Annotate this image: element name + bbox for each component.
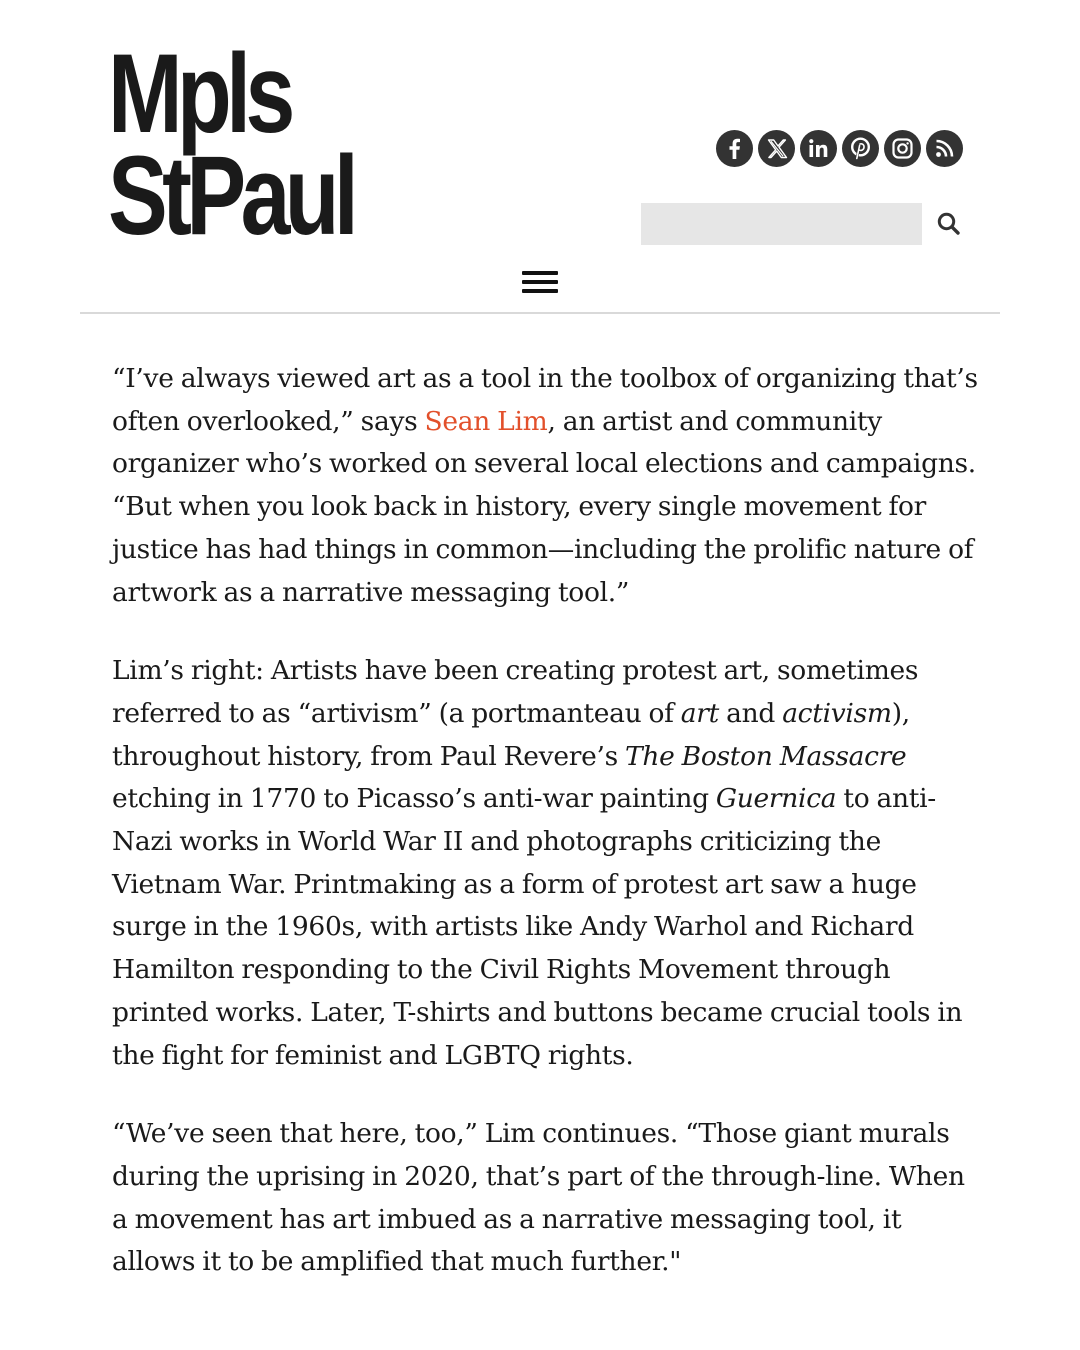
text-line: during the uprising in 2020, that’s part of the through-line. When bbox=[112, 1160, 965, 1192]
x-twitter-icon[interactable] bbox=[758, 130, 795, 167]
text-span: throughout history, from Paul Revere’s bbox=[112, 740, 626, 772]
text-span: often overlooked,” says bbox=[112, 405, 425, 437]
linkedin-icon[interactable] bbox=[800, 130, 837, 167]
hamburger-icon-bar bbox=[522, 289, 558, 293]
facebook-icon[interactable] bbox=[716, 130, 753, 167]
text-line: allows it to be amplified that much further." bbox=[112, 1246, 682, 1278]
text-line: “I’ve always viewed art as a tool in the toolbox of organizing that’s bbox=[112, 363, 978, 394]
instagram-icon[interactable] bbox=[884, 130, 921, 167]
text-line bbox=[112, 736, 972, 779]
social-links bbox=[716, 130, 963, 167]
logo-line-stpaul: StPaul bbox=[108, 133, 354, 258]
text-span: , an artist and community bbox=[547, 405, 882, 437]
article-body bbox=[112, 358, 978, 1320]
text-line: Lim’s right: Artists have been creating protest art, sometimes bbox=[112, 655, 919, 687]
text-line: justice has had things in common—including the prolific nature of bbox=[112, 533, 974, 565]
text-line bbox=[112, 778, 972, 821]
italic-text: activism bbox=[782, 697, 892, 729]
text-line: artwork as a narrative messaging tool.” bbox=[112, 576, 630, 608]
text-line: printed works. Later, T-shirts and buttons became crucial tools in bbox=[112, 996, 963, 1028]
text-line: Nazi works in World War II and photographs criticizing the bbox=[112, 826, 881, 858]
rss-icon[interactable] bbox=[926, 130, 963, 167]
text-line: “We’ve seen that here, too,” Lim continues. “Those giant murals bbox=[112, 1118, 950, 1150]
italic-text: Guernica bbox=[715, 783, 837, 815]
article-paragraph-2 bbox=[112, 650, 972, 1077]
text-line: “But when you look back in history, every single movement for bbox=[112, 491, 927, 523]
text-line bbox=[112, 401, 972, 444]
search-input[interactable] bbox=[641, 203, 922, 245]
text-span: ), bbox=[891, 697, 910, 729]
text-line: organizer who’s worked on several local elections and campaigns. bbox=[112, 448, 976, 480]
text-line: surge in the 1960s, with artists like Andy Warhol and Richard bbox=[112, 911, 914, 943]
text-line bbox=[112, 693, 972, 736]
article-paragraph-1 bbox=[112, 358, 978, 614]
text-line: Hamilton responding to the Civil Rights Movement through bbox=[112, 954, 891, 986]
italic-text: The Boston Massacre bbox=[625, 740, 907, 772]
site-header bbox=[80, 0, 1000, 314]
text-span: to anti- bbox=[836, 783, 936, 815]
text-line: Vietnam War. Printmaking as a form of protest art saw a huge bbox=[112, 868, 917, 900]
logo-line-mpls: Mpls bbox=[108, 31, 290, 156]
text-line: a movement has art imbued as a narrative messaging tool, it bbox=[112, 1203, 902, 1235]
text-span: and bbox=[719, 697, 783, 729]
hamburger-icon-bar bbox=[522, 280, 558, 284]
article-paragraph-3 bbox=[112, 1113, 972, 1284]
search-button[interactable] bbox=[932, 207, 966, 241]
sean-lim-link[interactable]: Sean Lim bbox=[424, 405, 548, 437]
text-line: the fight for feminist and LGBTQ rights. bbox=[112, 1039, 634, 1071]
hamburger-icon-bar bbox=[522, 271, 558, 275]
menu-button[interactable] bbox=[520, 268, 560, 298]
search-bar bbox=[641, 203, 971, 245]
text-span: etching in 1770 to Picasso’s anti-war painting bbox=[112, 783, 716, 815]
site-logo[interactable] bbox=[108, 31, 398, 258]
text-span: referred to as “artivism” (a portmanteau of bbox=[112, 697, 681, 729]
pinterest-icon[interactable] bbox=[842, 130, 879, 167]
search-icon bbox=[936, 211, 962, 237]
italic-text: art bbox=[680, 697, 719, 729]
